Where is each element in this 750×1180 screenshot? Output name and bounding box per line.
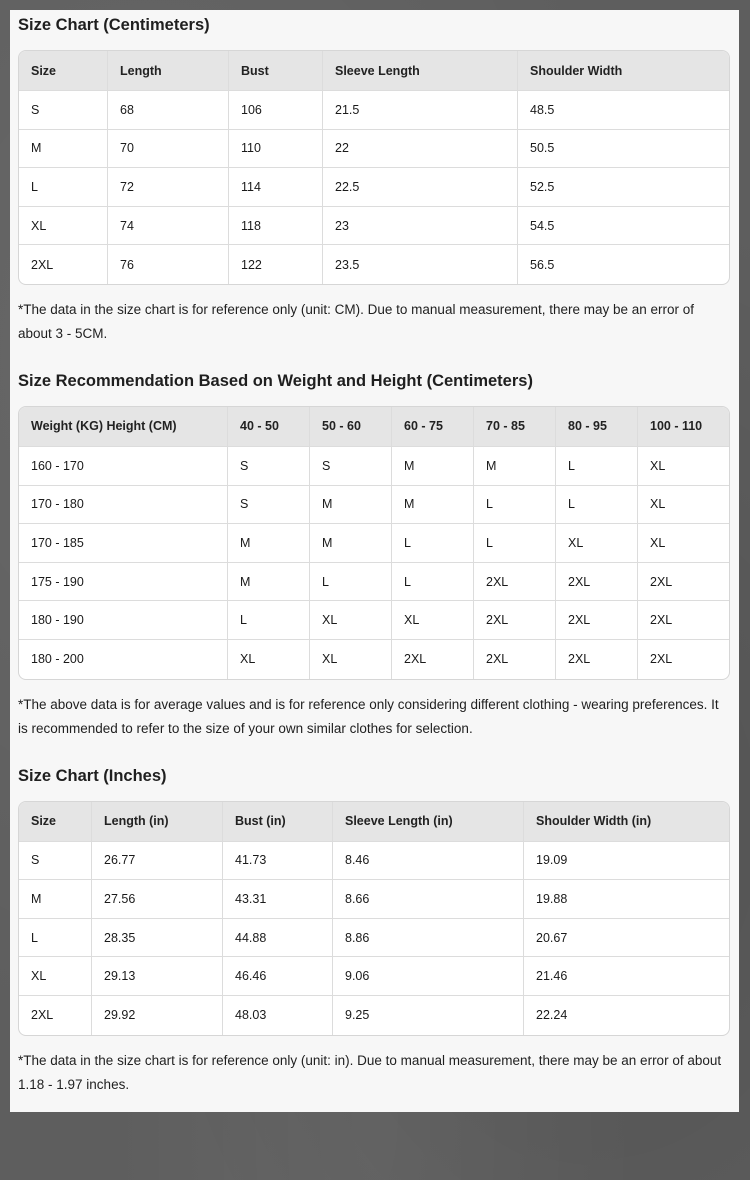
table-cell: 2XL (392, 640, 474, 679)
table-cell: 20.67 (524, 919, 729, 958)
table-row (19, 563, 729, 602)
size-guide-panel (10, 10, 739, 1112)
row-label-cell: 180 - 200 (19, 640, 228, 679)
table-cell: XL (638, 486, 729, 525)
table-cell: 2XL (638, 563, 729, 602)
cm-chart-title: Size Chart (Centimeters) (18, 16, 210, 34)
column-header: Shoulder Width (518, 51, 729, 91)
table-cell: 29.92 (92, 996, 223, 1035)
table-cell: 44.88 (223, 919, 333, 958)
table-cell: S (228, 486, 310, 525)
table-header-row (19, 407, 729, 447)
table-cell: 29.13 (92, 957, 223, 996)
table-cell: 52.5 (518, 168, 729, 207)
column-header: Length (108, 51, 229, 91)
column-header: Bust (229, 51, 323, 91)
table-row (19, 130, 729, 169)
table-cell: M (310, 486, 392, 525)
table-cell: L (392, 524, 474, 563)
table-cell: M (392, 486, 474, 525)
row-label-cell: S (19, 91, 108, 130)
table-cell: 2XL (556, 640, 638, 679)
column-header: Sleeve Length (in) (333, 802, 524, 842)
recommendation-note: *The above data is for average values and is for reference only considering different clothing - wearing preferences. It is recommended to refer to the size of your own similar clothes for selection. (18, 696, 719, 736)
table-cell: 2XL (638, 601, 729, 640)
table-cell: 9.06 (333, 957, 524, 996)
column-header: Shoulder Width (in) (524, 802, 729, 842)
table-row (19, 447, 729, 486)
column-header: Length (in) (92, 802, 223, 842)
table-row (19, 842, 729, 881)
table-row (19, 91, 729, 130)
table-cell: 2XL (556, 563, 638, 602)
table-row (19, 601, 729, 640)
row-label-cell: 175 - 190 (19, 563, 228, 602)
table-row (19, 486, 729, 525)
column-header: 60 - 75 (392, 407, 474, 447)
row-label-cell: XL (19, 957, 92, 996)
table-row (19, 957, 729, 996)
table-cell: 122 (229, 245, 323, 284)
column-header: Bust (in) (223, 802, 333, 842)
table-cell: 72 (108, 168, 229, 207)
table-cell: 27.56 (92, 880, 223, 919)
inch-size-table (18, 801, 730, 1036)
column-header: 100 - 110 (638, 407, 729, 447)
table-row (19, 245, 729, 284)
table-cell: 8.46 (333, 842, 524, 881)
table-cell: 54.5 (518, 207, 729, 246)
column-header: Size (19, 51, 108, 91)
column-header: Size (19, 802, 92, 842)
table-cell: 22 (323, 130, 518, 169)
column-header: 70 - 85 (474, 407, 556, 447)
table-cell: M (228, 563, 310, 602)
table-cell: 70 (108, 130, 229, 169)
table-cell: XL (392, 601, 474, 640)
table-cell: M (310, 524, 392, 563)
recommendation-table (18, 406, 730, 680)
row-label-cell: 180 - 190 (19, 601, 228, 640)
row-label-cell: L (19, 168, 108, 207)
table-cell: 22.5 (323, 168, 518, 207)
table-cell: 118 (229, 207, 323, 246)
table-cell: XL (638, 447, 729, 486)
column-header: Sleeve Length (323, 51, 518, 91)
row-label-cell: M (19, 130, 108, 169)
column-header: Weight (KG) Height (CM) (19, 407, 228, 447)
table-cell: 19.09 (524, 842, 729, 881)
column-header: 80 - 95 (556, 407, 638, 447)
row-label-cell: 160 - 170 (19, 447, 228, 486)
table-cell: 2XL (556, 601, 638, 640)
row-label-cell: M (19, 880, 92, 919)
cm-size-table (18, 50, 730, 285)
row-label-cell: S (19, 842, 92, 881)
table-cell: 23.5 (323, 245, 518, 284)
table-cell: XL (228, 640, 310, 679)
table-cell: 68 (108, 91, 229, 130)
table-cell: S (228, 447, 310, 486)
table-cell: S (310, 447, 392, 486)
table-cell: 19.88 (524, 880, 729, 919)
row-label-cell: 2XL (19, 245, 108, 284)
table-row (19, 996, 729, 1035)
table-header-row (19, 51, 729, 91)
table-row (19, 168, 729, 207)
table-row (19, 207, 729, 246)
table-cell: 8.86 (333, 919, 524, 958)
inch-chart-title: Size Chart (Inches) (18, 766, 167, 785)
table-cell: 2XL (650, 652, 673, 667)
table-cell: 46.46 (223, 957, 333, 996)
table-cell: M (474, 447, 556, 486)
row-label-cell: 2XL (19, 996, 92, 1035)
table-cell: 48.5 (518, 91, 729, 130)
row-label-cell: L (19, 919, 92, 958)
table-cell: 21.46 (524, 957, 729, 996)
table-row (19, 880, 729, 919)
table-cell: 28.35 (92, 919, 223, 958)
table-cell: 9.25 (333, 996, 524, 1035)
table-cell: 110 (229, 130, 323, 169)
table-cell: 74 (108, 207, 229, 246)
recommendation-title: Size Recommendation Based on Weight and Height (Centimeters) (18, 371, 533, 390)
table-cell: M (228, 524, 310, 563)
row-label-cell: XL (19, 207, 108, 246)
table-cell: 76 (108, 245, 229, 284)
table-cell: 50.5 (518, 130, 729, 169)
table-cell: L (228, 601, 310, 640)
table-cell: 22.24 (536, 1008, 568, 1023)
table-cell: 2XL (474, 563, 556, 602)
table-cell: 2XL (474, 601, 556, 640)
table-cell: L (474, 524, 556, 563)
column-header: 40 - 50 (228, 407, 310, 447)
table-cell: 26.77 (92, 842, 223, 881)
table-cell: 114 (229, 168, 323, 207)
table-cell: XL (310, 640, 392, 679)
table-cell: 8.66 (333, 880, 524, 919)
table-cell: 21.5 (323, 91, 518, 130)
cm-chart-note: *The data in the size chart is for reference only (unit: CM). Due to manual measurement, there may be an error of about 3 - 5CM. (18, 301, 695, 341)
table-row (19, 919, 729, 958)
table-row (19, 640, 729, 679)
inch-chart-note: *The data in the size chart is for reference only (unit: in). Due to manual measurement, there may be an error of about 1.18 - 1.97 inches. (18, 1052, 722, 1092)
table-cell: L (556, 447, 638, 486)
row-label-cell: 170 - 185 (19, 524, 228, 563)
table-row (19, 524, 729, 563)
table-cell: M (392, 447, 474, 486)
table-cell: 41.73 (223, 842, 333, 881)
table-cell: L (392, 563, 474, 602)
table-header-row (19, 802, 729, 842)
table-cell: XL (310, 601, 392, 640)
table-cell: 23 (323, 207, 518, 246)
table-cell: XL (638, 524, 729, 563)
column-header: 50 - 60 (310, 407, 392, 447)
table-cell: 56.5 (530, 257, 555, 272)
table-cell: 106 (229, 91, 323, 130)
table-cell: 2XL (474, 640, 556, 679)
table-cell: 48.03 (223, 996, 333, 1035)
table-cell: L (310, 563, 392, 602)
table-cell: L (556, 486, 638, 525)
table-cell: 43.31 (223, 880, 333, 919)
row-label-cell: 170 - 180 (19, 486, 228, 525)
table-cell: L (474, 486, 556, 525)
table-cell: XL (556, 524, 638, 563)
